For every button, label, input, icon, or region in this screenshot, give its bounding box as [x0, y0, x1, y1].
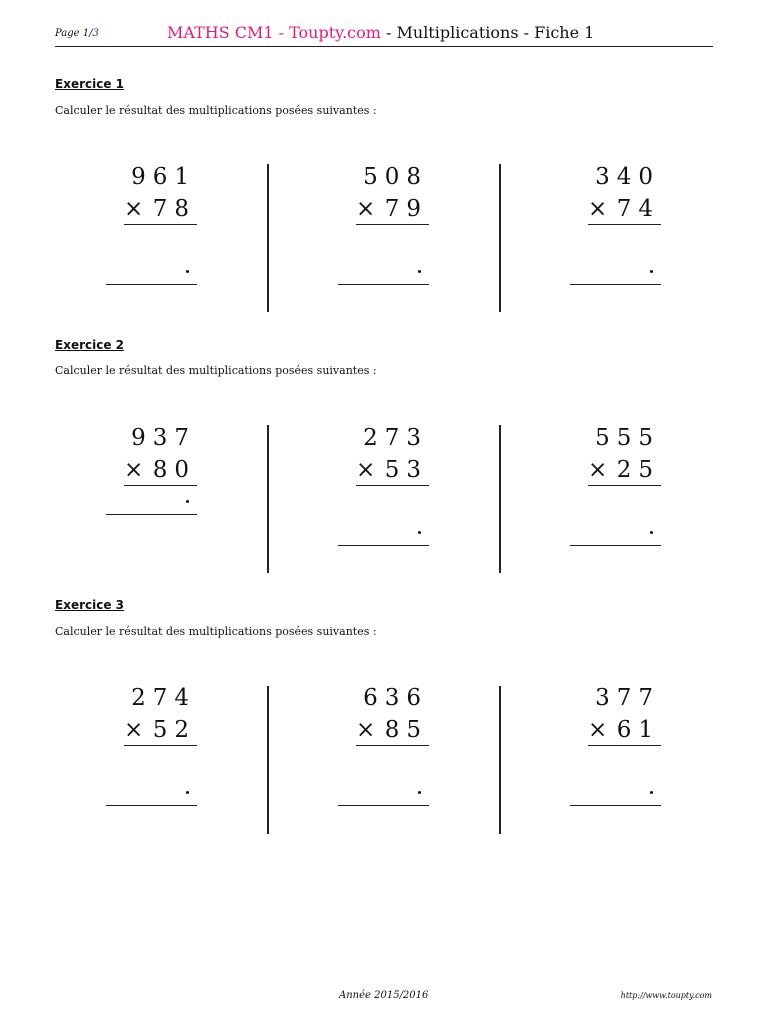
multiply-sign: × — [124, 196, 144, 222]
operation-line — [588, 224, 661, 225]
exercise-1-title: Exercice 1 — [55, 77, 124, 91]
operation-line — [124, 224, 197, 225]
answer-line — [106, 805, 197, 806]
multiplicand: 555 — [595, 425, 660, 451]
multiplicand: 636 — [363, 685, 428, 711]
column-separator — [499, 164, 501, 312]
column-separator — [499, 425, 501, 573]
multiplicand: 340 — [595, 164, 660, 190]
page-number: Page 1/3 — [55, 28, 99, 39]
operation-line — [356, 224, 429, 225]
multiply-sign: × — [356, 717, 376, 743]
operation-line — [124, 745, 197, 746]
multiplier: 78 — [152, 196, 196, 222]
exercise-3-title: Exercice 3 — [55, 598, 124, 612]
exercise-2-instruction: Calculer le résultat des multiplications posées suivantes : — [55, 364, 377, 377]
multiply-sign: × — [588, 457, 608, 483]
multiplier: 80 — [152, 457, 196, 483]
multiplier: 53 — [384, 457, 428, 483]
decimal-point — [186, 270, 189, 273]
page-header — [55, 22, 713, 47]
decimal-point — [186, 791, 189, 794]
decimal-point — [650, 270, 653, 273]
exercise-3-instruction: Calculer le résultat des multiplications posées suivantes : — [55, 625, 377, 638]
column-separator — [267, 686, 269, 834]
multiply-sign: × — [124, 457, 144, 483]
multiply-sign: × — [356, 457, 376, 483]
column-separator — [499, 686, 501, 834]
answer-line — [338, 284, 429, 285]
multiplier: 74 — [616, 196, 660, 222]
multiplicand: 273 — [363, 425, 428, 451]
answer-line — [570, 805, 661, 806]
multiply-sign: × — [588, 196, 608, 222]
multiplier: 52 — [152, 717, 196, 743]
column-separator — [267, 425, 269, 573]
footer-year: Année 2015/2016 — [339, 990, 429, 1001]
answer-line — [338, 805, 429, 806]
multiplicand: 377 — [595, 685, 660, 711]
page-title: MATHS CM1 - Toupty.com - Multiplications - Fiche 1 — [167, 23, 595, 42]
decimal-point — [418, 791, 421, 794]
multiplicand: 274 — [131, 685, 196, 711]
decimal-point — [186, 500, 189, 503]
decimal-point — [418, 270, 421, 273]
answer-line — [106, 284, 197, 285]
multiplier: 79 — [384, 196, 428, 222]
decimal-point — [418, 531, 421, 534]
operation-line — [356, 745, 429, 746]
operation-line — [124, 485, 197, 486]
answer-line — [570, 284, 661, 285]
multiplicand: 508 — [363, 164, 428, 190]
footer-url[interactable]: http://www.toupty.com — [620, 991, 712, 1000]
exercise-1-instruction: Calculer le résultat des multiplications posées suivantes : — [55, 104, 377, 117]
multiply-sign: × — [588, 717, 608, 743]
multiplier: 85 — [384, 717, 428, 743]
answer-line — [338, 545, 429, 546]
multiplier: 25 — [616, 457, 660, 483]
operation-line — [588, 485, 661, 486]
exercise-2-title: Exercice 2 — [55, 338, 124, 352]
decimal-point — [650, 791, 653, 794]
answer-line — [106, 514, 197, 515]
operation-line — [356, 485, 429, 486]
column-separator — [267, 164, 269, 312]
multiplicand: 937 — [131, 425, 196, 451]
decimal-point — [650, 531, 653, 534]
multiplicand: 961 — [131, 164, 196, 190]
multiplier: 61 — [616, 717, 660, 743]
answer-line — [570, 545, 661, 546]
multiply-sign: × — [124, 717, 144, 743]
multiply-sign: × — [356, 196, 376, 222]
operation-line — [588, 745, 661, 746]
